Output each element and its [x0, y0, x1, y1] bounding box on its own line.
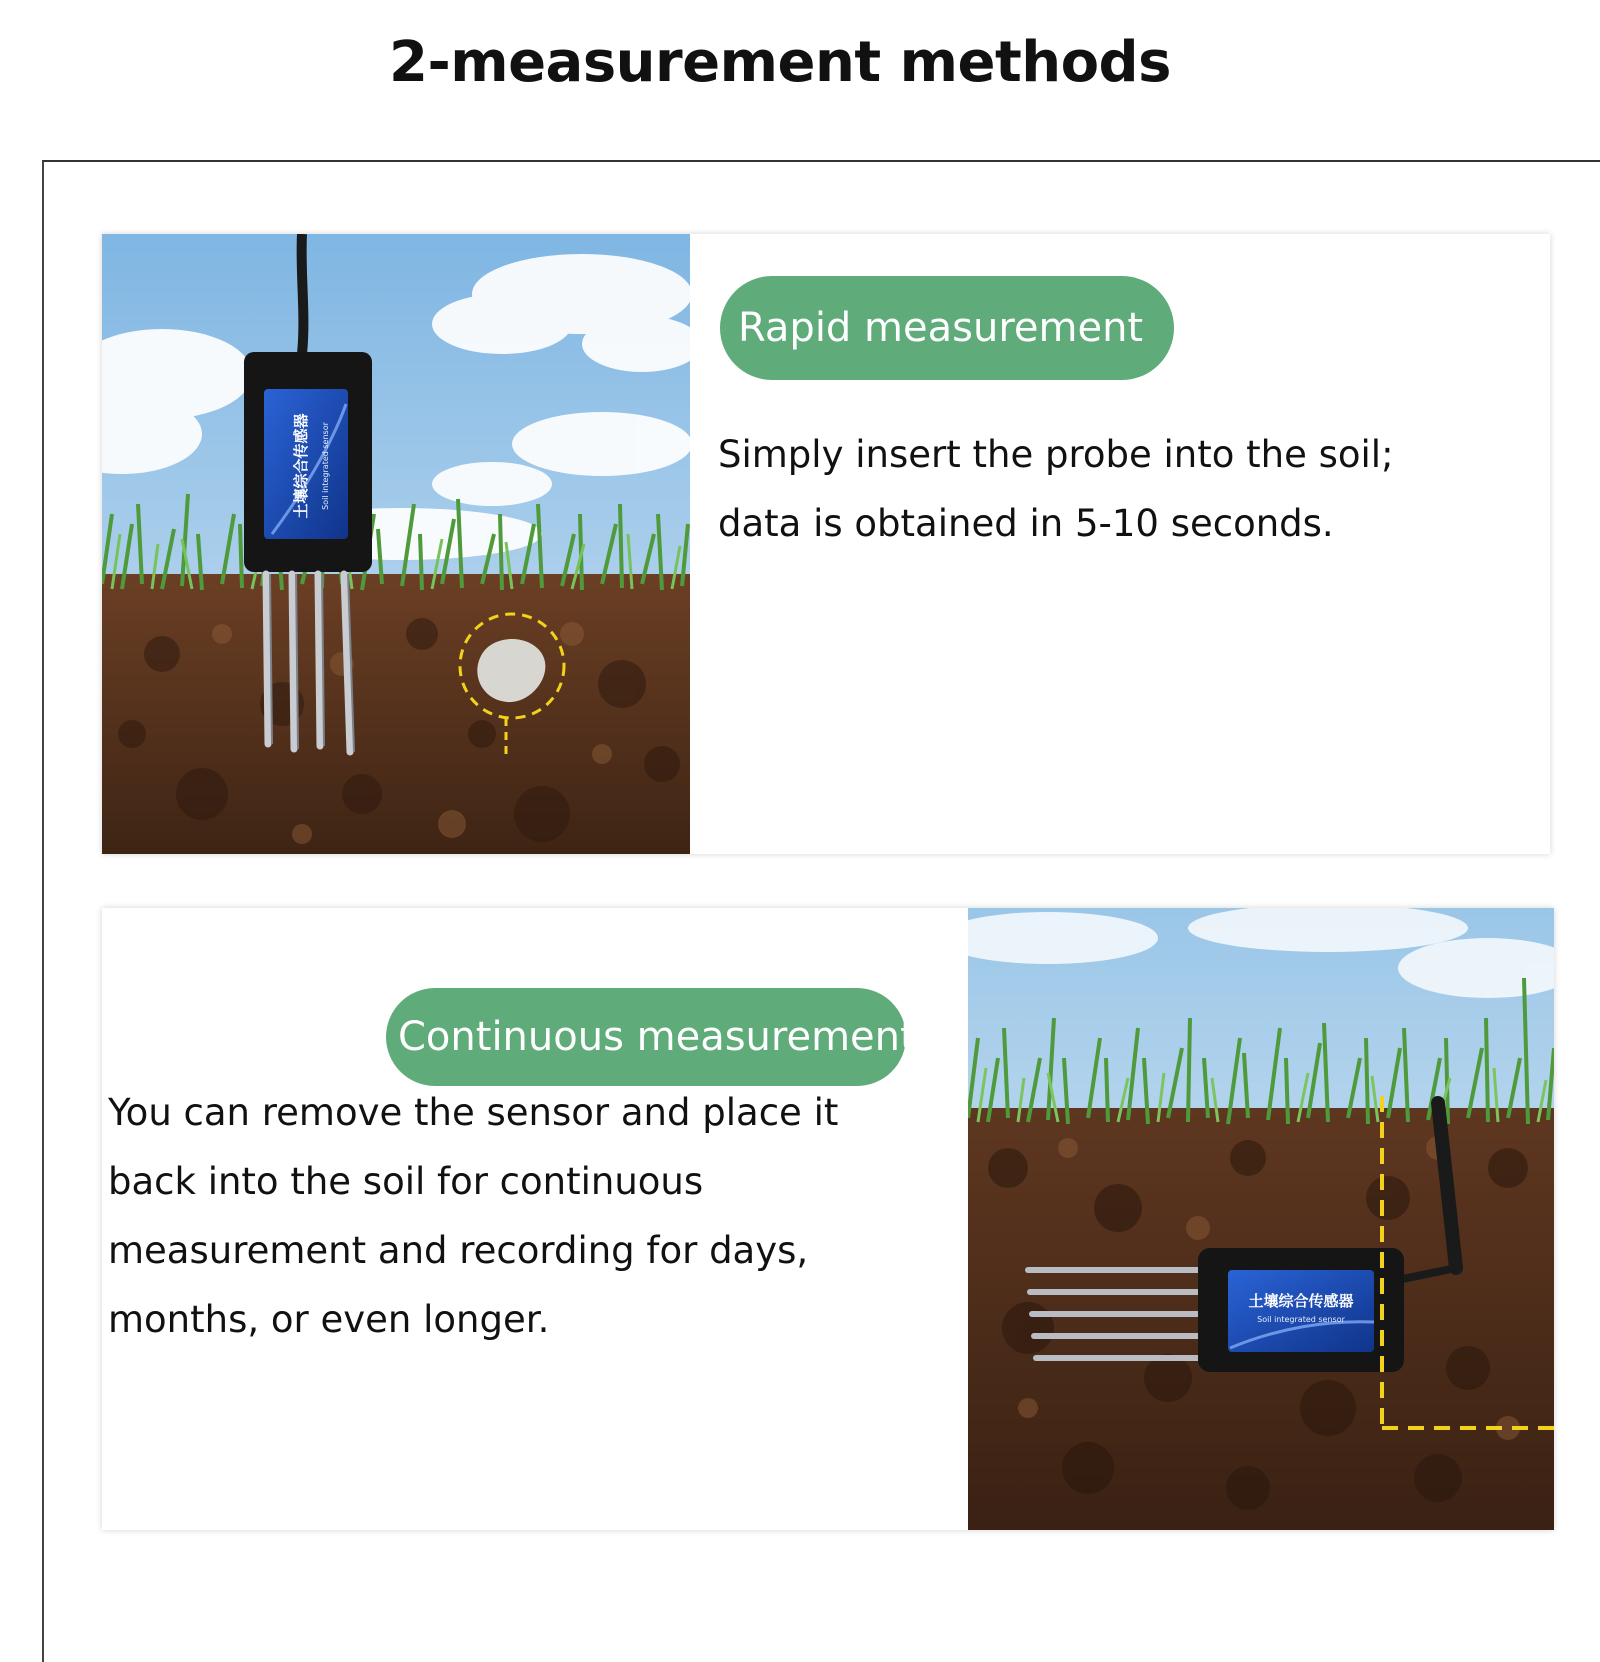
page-title: 2-measurement methods: [389, 30, 1171, 95]
description-line: months, or even longer.: [108, 1298, 550, 1341]
sensor-label-en: Soil integrated sensor: [321, 422, 330, 510]
sensor-vertical-illustration: [102, 234, 690, 854]
description-line: data is obtained in 5-10 seconds.: [718, 502, 1334, 545]
sensor-horizontal-illustration: [968, 908, 1554, 1530]
continuous-measurement-label: Continuous measurement: [386, 988, 906, 1086]
sensor-label-cn: 土壤综合传感器: [1248, 1292, 1354, 1310]
method-card-rapid: [102, 234, 1550, 854]
method-card-continuous: [102, 908, 1554, 1530]
sensor-label-en: Soil integrated sensor: [1257, 1315, 1345, 1324]
sensor-label-cn: 土壤综合传感器: [292, 413, 310, 519]
description-line: back into the soil for continuous: [108, 1160, 704, 1203]
rapid-measurement-label: Rapid measurement: [720, 276, 1174, 380]
photo-sensor-horizontal: [968, 908, 1554, 1530]
description-line: Simply insert the probe into the soil;: [718, 433, 1394, 476]
continuous-measurement-description: [108, 1078, 928, 1354]
rapid-measurement-description: [718, 420, 1518, 558]
photo-sensor-vertical: [102, 234, 690, 854]
description-line: measurement and recording for days,: [108, 1229, 809, 1272]
description-line: You can remove the sensor and place it: [108, 1091, 839, 1134]
